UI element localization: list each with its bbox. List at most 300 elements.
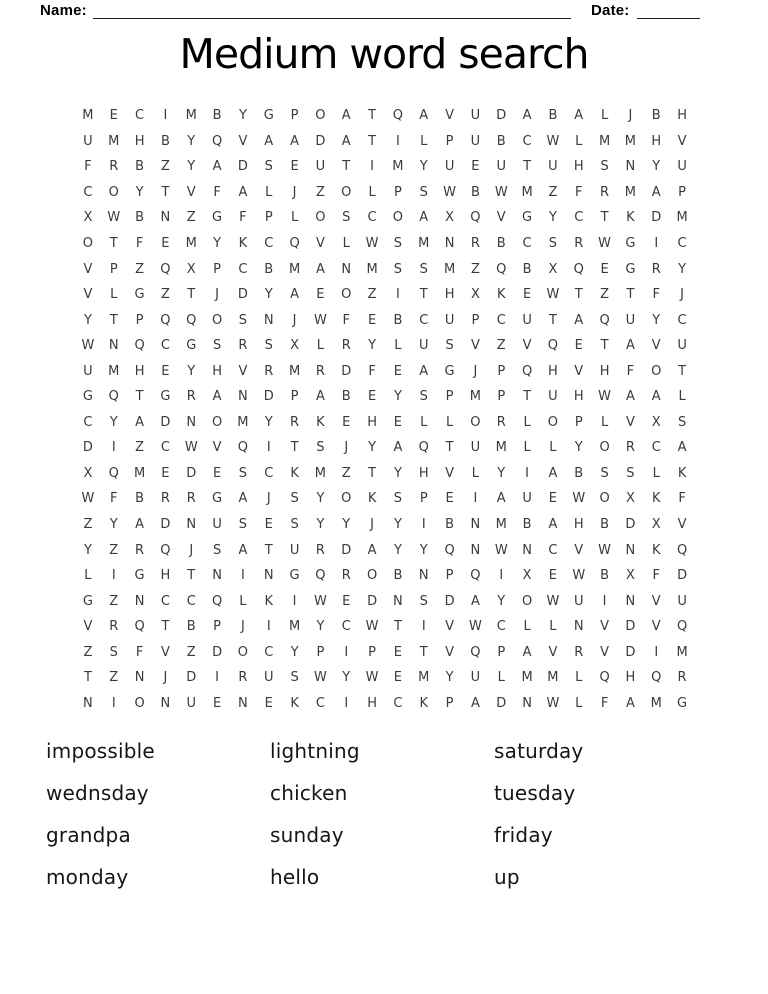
grid-letter: V xyxy=(238,133,248,149)
grid-letter: M xyxy=(108,363,120,379)
page-title: Medium word search xyxy=(179,30,589,78)
grid-letter: E xyxy=(600,261,609,277)
grid-letter: Q xyxy=(186,312,197,328)
grid-letter: W xyxy=(365,619,379,635)
word-list xyxy=(46,730,746,898)
word-list-item: tuesday xyxy=(494,781,576,805)
grid-letter: E xyxy=(548,491,558,507)
grid-letter: D xyxy=(82,440,93,456)
grid-letter: Y xyxy=(83,312,92,328)
grid-letter: Q xyxy=(134,338,145,354)
grid-letter: P xyxy=(445,389,454,405)
grid-letter: N xyxy=(134,670,145,686)
grid-letter: Y xyxy=(393,465,402,481)
grid-letter: L xyxy=(523,619,531,635)
grid-letter: J xyxy=(680,287,684,303)
grid-letter: S xyxy=(264,159,273,175)
grid-letter: F xyxy=(652,568,660,584)
grid-letter: Z xyxy=(109,542,119,558)
grid-letter: I xyxy=(395,133,400,149)
grid-letter: P xyxy=(419,491,428,507)
grid-letter: P xyxy=(574,414,583,430)
grid-letter: V xyxy=(625,414,635,430)
grid-letter: T xyxy=(109,312,118,328)
grid-letter: N xyxy=(263,568,274,584)
grid-letter: C xyxy=(238,261,248,277)
grid-letter: D xyxy=(186,670,197,686)
grid-letter: Z xyxy=(83,517,93,533)
grid-letter: M xyxy=(366,261,378,277)
grid-letter: L xyxy=(316,338,325,354)
grid-letter: P xyxy=(264,210,273,226)
grid-letter: C xyxy=(186,593,196,609)
grid-letter: V xyxy=(677,133,687,149)
grid-letter: Q xyxy=(315,568,326,584)
grid-letter: R xyxy=(238,670,248,686)
grid-letter: O xyxy=(392,210,404,226)
grid-letter: X xyxy=(625,568,635,584)
grid-letter: X xyxy=(651,517,661,533)
grid-letter: Y xyxy=(652,312,661,328)
grid-letter: T xyxy=(548,312,557,328)
grid-letter: O xyxy=(599,491,610,507)
grid-letter: C xyxy=(160,440,170,456)
grid-letter: Y xyxy=(419,542,428,558)
grid-letter: N xyxy=(393,593,403,609)
grid-letter: A xyxy=(574,312,584,328)
grid-letter: W xyxy=(313,312,327,328)
grid-letter: Z xyxy=(135,440,145,456)
grid-letter: I xyxy=(292,593,297,609)
grid-letter: I xyxy=(654,236,659,251)
grid-letter: U xyxy=(677,159,687,175)
grid-letter: W xyxy=(546,133,560,149)
grid-letter: G xyxy=(134,568,145,584)
grid-letter: R xyxy=(315,542,325,558)
grid-letter: O xyxy=(547,414,559,430)
grid-letter: V xyxy=(83,261,93,277)
grid-letter: O xyxy=(237,644,249,660)
grid-letter: T xyxy=(445,440,454,456)
grid-letter: M xyxy=(288,261,301,277)
grid-letter: Z xyxy=(109,670,119,686)
grid-letter: C xyxy=(264,465,274,481)
grid-letter: N xyxy=(83,695,93,711)
grid-letter: L xyxy=(110,287,118,303)
grid-letter: U xyxy=(677,338,687,354)
grid-letter: B xyxy=(264,261,274,277)
grid-letter: A xyxy=(574,108,584,124)
grid-letter: R xyxy=(264,363,274,379)
grid-letter: W xyxy=(81,491,95,507)
grid-letter: B xyxy=(160,133,170,149)
grid-letter: U xyxy=(289,542,300,558)
grid-letter: A xyxy=(496,491,506,507)
grid-letter: Q xyxy=(108,465,119,481)
grid-letter: X xyxy=(470,287,480,303)
grid-letter: Q xyxy=(160,261,171,277)
word-search-grid xyxy=(75,103,695,716)
grid-letter: A xyxy=(522,108,532,124)
grid-letter: E xyxy=(212,465,222,481)
grid-letter: V xyxy=(83,619,93,635)
grid-letter: L xyxy=(239,593,247,609)
grid-letter: H xyxy=(134,363,145,379)
grid-letter: U xyxy=(444,159,455,175)
grid-letter: B xyxy=(496,236,506,251)
grid-letter: L xyxy=(394,338,402,354)
date-label: Date: xyxy=(591,2,630,19)
grid-letter: M xyxy=(185,108,197,124)
grid-letter: D xyxy=(444,593,455,609)
grid-letter: N xyxy=(186,517,197,533)
grid-letter: P xyxy=(213,619,221,635)
grid-letter: T xyxy=(419,287,428,303)
grid-letter: K xyxy=(367,491,377,507)
grid-letter: D xyxy=(677,568,688,584)
grid-letter: D xyxy=(237,287,248,303)
grid-letter: R xyxy=(470,236,480,251)
grid-letter: E xyxy=(161,236,170,251)
grid-letter: P xyxy=(368,644,376,660)
word-list-item: hello xyxy=(270,865,320,889)
grid-letter: B xyxy=(212,108,222,124)
grid-letter: Q xyxy=(392,108,404,124)
grid-letter: L xyxy=(549,619,557,635)
grid-letter: T xyxy=(368,133,377,149)
grid-letter: A xyxy=(341,133,351,149)
grid-letter: Z xyxy=(135,261,145,277)
grid-letter: D xyxy=(496,108,507,124)
grid-letter: V xyxy=(470,338,480,354)
grid-letter: S xyxy=(393,236,403,251)
grid-letter: H xyxy=(418,465,429,481)
grid-letter: D xyxy=(212,644,223,660)
grid-letter: D xyxy=(237,159,248,175)
grid-letter: I xyxy=(344,644,349,660)
grid-letter: N xyxy=(444,236,455,251)
grid-letter: C xyxy=(548,542,558,558)
grid-letter: E xyxy=(264,695,273,711)
grid-letter: L xyxy=(420,414,428,430)
grid-letter: T xyxy=(600,338,609,354)
grid-letter: O xyxy=(341,491,352,507)
grid-letter: W xyxy=(107,210,121,226)
grid-letter: Y xyxy=(548,210,557,226)
grid-letter: N xyxy=(212,568,222,584)
grid-letter: I xyxy=(421,619,426,635)
grid-letter: A xyxy=(315,389,325,405)
grid-letter: Q xyxy=(521,363,533,379)
grid-letter: S xyxy=(419,261,428,277)
grid-letter: Z xyxy=(83,644,93,660)
name-blank-line xyxy=(93,18,571,19)
grid-letter: W xyxy=(598,236,611,251)
grid-letter: P xyxy=(290,108,299,124)
grid-letter: N xyxy=(625,159,636,175)
grid-letter: G xyxy=(212,491,223,507)
grid-letter: E xyxy=(393,414,403,430)
grid-letter: M xyxy=(676,644,688,660)
grid-letter: N xyxy=(263,312,274,328)
grid-letter: N xyxy=(625,542,636,558)
grid-letter: L xyxy=(600,414,609,430)
grid-letter: H xyxy=(212,363,222,379)
grid-letter: P xyxy=(109,261,118,277)
word-list-item: impossible xyxy=(46,739,155,763)
grid-letter: X xyxy=(83,465,93,481)
grid-letter: G xyxy=(212,210,223,226)
grid-letter: R xyxy=(135,542,145,558)
grid-letter: Q xyxy=(651,670,662,686)
grid-letter: V xyxy=(600,619,610,635)
grid-letter: E xyxy=(316,287,325,303)
grid-letter: P xyxy=(497,363,506,379)
grid-letter: N xyxy=(238,389,248,405)
grid-letter: J xyxy=(292,184,297,200)
grid-letter: S xyxy=(238,465,248,481)
grid-letter: C xyxy=(522,236,532,251)
grid-letter: R xyxy=(625,440,635,456)
grid-letter: A xyxy=(470,695,480,711)
grid-letter: G xyxy=(444,363,455,379)
grid-letter: W xyxy=(313,670,327,686)
grid-letter: W xyxy=(546,593,560,609)
grid-letter: D xyxy=(341,363,352,379)
grid-letter: H xyxy=(573,517,584,533)
grid-letter: E xyxy=(445,491,454,507)
grid-letter: C xyxy=(574,210,584,226)
grid-letter: D xyxy=(341,542,352,558)
grid-letter: M xyxy=(676,210,688,226)
grid-letter: L xyxy=(575,695,583,711)
grid-letter: V xyxy=(600,644,610,660)
grid-letter: T xyxy=(419,644,428,660)
grid-letter: G xyxy=(625,236,636,251)
grid-letter: Q xyxy=(547,338,559,354)
grid-letter: T xyxy=(161,184,170,200)
grid-letter: D xyxy=(315,133,326,149)
grid-letter: D xyxy=(496,695,507,711)
grid-letter: R xyxy=(341,338,351,354)
grid-letter: C xyxy=(264,644,274,660)
grid-letter: R xyxy=(290,414,300,430)
grid-letter: K xyxy=(290,695,299,711)
grid-letter: G xyxy=(82,389,93,405)
word-list-item: wednsday xyxy=(46,781,149,805)
grid-letter: F xyxy=(575,184,583,200)
grid-letter: U xyxy=(522,491,532,507)
grid-letter: T xyxy=(600,210,609,226)
grid-letter: C xyxy=(367,210,377,226)
grid-letter: Y xyxy=(290,644,299,660)
grid-letter: Z xyxy=(341,465,351,481)
grid-letter: R xyxy=(160,491,170,507)
grid-letter: R xyxy=(186,389,196,405)
grid-letter: Y xyxy=(678,261,687,277)
grid-letter: J xyxy=(215,287,219,303)
grid-letter: H xyxy=(548,363,558,379)
grid-letter: K xyxy=(264,593,273,609)
grid-letter: W xyxy=(365,670,379,686)
grid-letter: V xyxy=(445,619,455,635)
grid-letter: Y xyxy=(497,593,506,609)
grid-letter: T xyxy=(109,236,118,251)
grid-letter: A xyxy=(625,338,635,354)
grid-letter: L xyxy=(600,108,609,124)
grid-letter: N xyxy=(160,210,171,226)
grid-letter: E xyxy=(367,389,377,405)
grid-letter: M xyxy=(418,670,430,686)
grid-letter: Q xyxy=(676,619,688,635)
grid-letter: L xyxy=(575,670,583,686)
grid-letter: Y xyxy=(187,133,196,149)
grid-letter: F xyxy=(368,363,376,379)
grid-letter: U xyxy=(496,159,506,175)
grid-letter: Z xyxy=(367,287,377,303)
grid-letter: E xyxy=(290,159,299,175)
grid-letter: U xyxy=(212,517,222,533)
grid-letter: Y xyxy=(135,184,144,200)
grid-letter: M xyxy=(418,236,430,251)
grid-letter: A xyxy=(625,389,635,405)
grid-letter: N xyxy=(625,593,636,609)
grid-letter: X xyxy=(290,338,300,354)
grid-letter: H xyxy=(134,133,145,149)
grid-letter: S xyxy=(393,491,403,507)
grid-letter: Q xyxy=(470,644,481,660)
grid-letter: Z xyxy=(160,159,170,175)
word-list-column xyxy=(46,730,270,898)
grid-letter: E xyxy=(109,108,118,124)
grid-letter: Q xyxy=(470,210,481,226)
grid-letter: X xyxy=(186,261,196,277)
grid-letter: A xyxy=(548,517,558,533)
grid-letter: P xyxy=(678,184,686,200)
grid-letter: M xyxy=(288,619,301,635)
grid-letter: T xyxy=(523,389,532,405)
grid-letter: F xyxy=(626,363,635,379)
grid-letter: Y xyxy=(187,363,196,379)
grid-letter: A xyxy=(290,133,300,149)
grid-letter: M xyxy=(521,184,533,200)
grid-letter: P xyxy=(213,261,221,277)
grid-letter: M xyxy=(521,670,533,686)
grid-letter: C xyxy=(83,414,93,430)
grid-letter: L xyxy=(368,184,376,200)
grid-letter: S xyxy=(212,338,222,354)
grid-letter: Y xyxy=(652,159,661,175)
grid-letter: E xyxy=(342,414,351,430)
grid-letter: K xyxy=(496,287,506,303)
grid-letter: N xyxy=(238,695,248,711)
grid-letter: K xyxy=(651,542,661,558)
grid-letter: Q xyxy=(496,261,507,277)
grid-letter: M xyxy=(133,465,146,481)
grid-letter: V xyxy=(651,338,661,354)
grid-letter: Q xyxy=(418,440,429,456)
word-list-item: sunday xyxy=(270,823,344,847)
grid-letter: B xyxy=(135,210,145,226)
grid-letter: I xyxy=(395,287,400,303)
grid-letter: B xyxy=(135,491,145,507)
grid-letter: U xyxy=(548,159,558,175)
grid-letter: J xyxy=(240,619,245,635)
grid-letter: F xyxy=(342,312,350,328)
grid-letter: P xyxy=(471,312,480,328)
grid-letter: D xyxy=(263,389,274,405)
grid-letter: R xyxy=(574,644,584,660)
grid-letter: H xyxy=(160,568,171,584)
grid-letter: S xyxy=(290,491,299,507)
grid-letter: Y xyxy=(264,414,273,430)
grid-letter: L xyxy=(678,389,686,405)
grid-letter: T xyxy=(626,287,635,303)
grid-letter: V xyxy=(445,108,455,124)
grid-letter: I xyxy=(111,568,116,584)
grid-letter: O xyxy=(315,108,326,124)
grid-letter: S xyxy=(600,159,609,175)
grid-letter: W xyxy=(468,619,482,635)
grid-letter: S xyxy=(238,517,248,533)
grid-letter: S xyxy=(548,236,558,251)
grid-letter: Y xyxy=(238,108,247,124)
grid-letter: J xyxy=(628,108,633,124)
word-list-column xyxy=(494,730,718,898)
grid-letter: H xyxy=(444,287,455,303)
grid-letter: O xyxy=(108,184,119,200)
grid-letter: X xyxy=(651,414,661,430)
grid-letter: R xyxy=(574,236,584,251)
grid-letter: M xyxy=(469,389,482,405)
grid-letter: Y xyxy=(109,517,118,533)
grid-letter: U xyxy=(625,312,636,328)
grid-letter: D xyxy=(625,644,636,660)
grid-letter: K xyxy=(238,236,248,251)
grid-letter: V xyxy=(212,440,222,456)
grid-letter: U xyxy=(186,695,196,711)
grid-letter: G xyxy=(263,108,274,124)
grid-letter: S xyxy=(238,312,248,328)
grid-letter: T xyxy=(574,287,583,303)
name-label: Name: xyxy=(40,2,87,19)
grid-letter: E xyxy=(367,312,377,328)
grid-letter: M xyxy=(185,236,197,251)
grid-letter: T xyxy=(290,440,299,456)
grid-letter: Z xyxy=(315,184,325,200)
word-list-item: friday xyxy=(494,823,553,847)
grid-letter: Y xyxy=(497,465,506,481)
grid-letter: U xyxy=(470,133,481,149)
grid-letter: N xyxy=(522,542,532,558)
grid-letter: O xyxy=(211,312,223,328)
grid-letter: A xyxy=(238,542,248,558)
grid-letter: J xyxy=(292,312,297,328)
grid-letter: S xyxy=(419,389,428,405)
grid-letter: Q xyxy=(160,542,171,558)
grid-letter: L xyxy=(575,133,583,149)
grid-letter: T xyxy=(264,542,273,558)
grid-letter: A xyxy=(651,389,661,405)
grid-letter: T xyxy=(678,363,687,379)
grid-letter: A xyxy=(625,695,635,711)
grid-letter: T xyxy=(135,389,144,405)
grid-letter: N xyxy=(573,619,584,635)
grid-letter: I xyxy=(370,159,374,175)
grid-letter: N xyxy=(418,568,429,584)
grid-letter: Q xyxy=(160,312,171,328)
grid-letter: A xyxy=(419,108,429,124)
